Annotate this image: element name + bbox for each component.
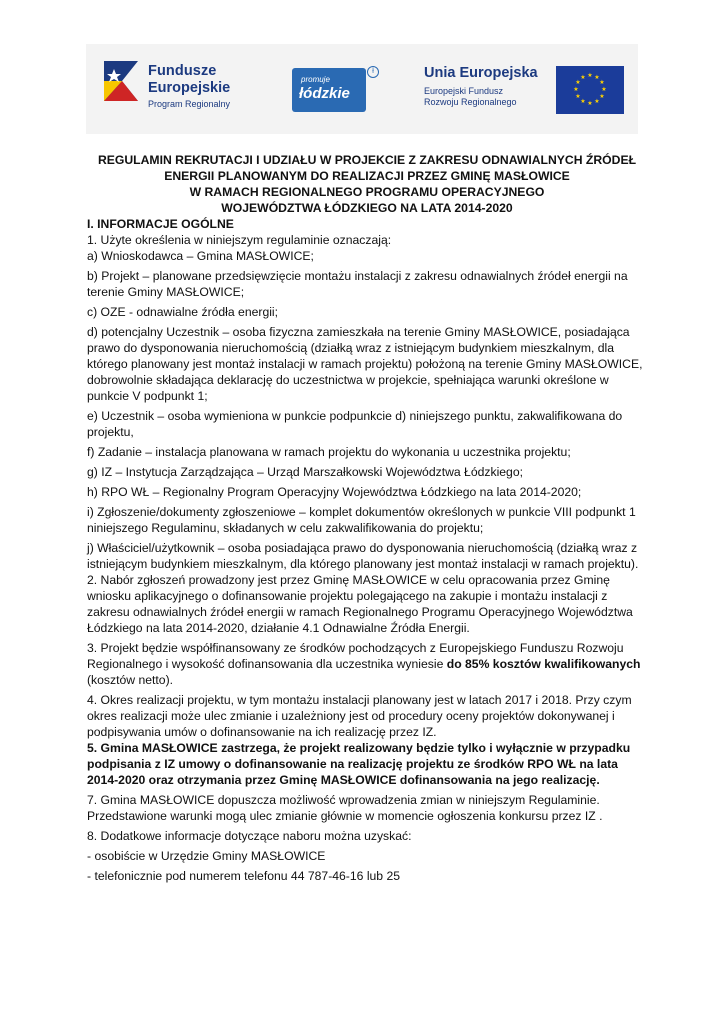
document-body	[87, 152, 647, 884]
eu-flag-icon	[556, 66, 624, 114]
svg-text:★: ★	[599, 93, 605, 100]
unia-europejska-logo	[424, 66, 538, 107]
svg-text:★: ★	[580, 98, 586, 105]
fundusze-europejskie-logo	[148, 64, 230, 109]
ue-subtitle-1: Europejski Fundusz	[424, 85, 504, 96]
logo-band	[86, 44, 638, 134]
paragraph-3-bold: do 85% kosztów kwalifikowanych	[446, 657, 641, 671]
doc-title-line-1: REGULAMIN REKRUTACJI I UDZIAŁU W PROJEKCIE Z ZAKRESU ODNAWIALNYCH ŹRÓDEŁ	[97, 153, 637, 167]
svg-text:★: ★	[575, 79, 581, 86]
paragraph-3-text: 3. Projekt będzie współfinansowany ze środków pochodzących z Europejskiego Funduszu Rozwoju Regionalnego i wysokość dofinansowania dla uczestnika wyniesie	[87, 641, 624, 671]
doc-title-line-2: ENERGII PLANOWANYM DO REALIZACJI PRZEZ GMINĘ MASŁOWICE	[164, 169, 570, 183]
paragraph-2: 2. Nabór zgłoszeń prowadzony jest przez Gminę MASŁOWICE w celu opracowania przez Gminę wniosku aplikacyjnego o dofinansowanie projektu polegającego na zakupie i montażu instalacji z zakresu odnawialnych źródeł energii w ramach Regionalnego Programu Operacyjnego Województwa Łódzkiego na lata 2014-2020, działanie 4.1 Odnawialne Źródła Energii.	[87, 573, 633, 635]
definition-g: g) IZ – Instytucja Zarządzająca – Urząd Marszałkowski Województwa Łódzkiego;	[87, 465, 523, 479]
definition-d: d) potencjalny Uczestnik – osoba fizyczna zamieszkała na terenie Gminy MASŁOWICE, posiadająca prawo do dysponowania nieruchomością (działką wraz z istniejącym budynkiem mieszkalnym, dla którego planowany jest montaż instalacji w ramach projektu) położoną na terenie Gminy MASŁOWICE, dobrowolnie składająca deklarację do uczestnictwa w projekcie, spełniająca warunki określone w punkcie V podpunkt 1;	[87, 325, 643, 403]
lodzkie-promuje: promuje	[301, 75, 330, 84]
svg-text:★: ★	[594, 98, 600, 105]
fe-title-line1: Fundusze	[148, 63, 217, 79]
lodzkie-logo	[292, 68, 366, 112]
paragraph-8-item-2: - telefonicznie pod numerem telefonu 44 787-46-16 lub 25	[87, 869, 401, 883]
paragraph-8: 8. Dodatkowe informacje dotyczące naboru można uzyskać:	[87, 829, 412, 843]
paragraph-3	[87, 640, 647, 688]
doc-title-line-3: W RAMACH REGIONALNEGO PROGRAMU OPERACYJNEGO	[189, 185, 545, 199]
svg-text:★: ★	[601, 86, 607, 93]
section-heading: I. INFORMACJE OGÓLNE	[87, 217, 234, 231]
svg-text:★: ★	[599, 79, 605, 86]
definition-a: a) Wnioskodawca – Gmina MASŁOWICE;	[87, 249, 314, 263]
paragraph-3-end: (kosztów netto).	[87, 673, 174, 687]
paragraph-1: 1. Użyte określenia w niniejszym regulaminie oznaczają:	[87, 233, 392, 247]
svg-text:★: ★	[575, 93, 581, 100]
paragraph-7: 7. Gmina MASŁOWICE dopuszcza możliwość wprowadzenia zmian w niniejszym Regulaminie. Przedstawione warunki mogą ulec zmianie głównie w momencie ogłoszenia konkursu przez IZ .	[87, 793, 603, 823]
ue-subtitle-2: Rozwoju Regionalnego	[424, 96, 517, 107]
svg-text:★: ★	[587, 72, 593, 79]
ue-title: Unia Europejska	[424, 65, 538, 81]
paragraph-8-item-1: - osobiście w Urzędzie Gminy MASŁOWICE	[87, 849, 326, 863]
lodzkie-name: łódzkie	[299, 85, 350, 102]
paragraph-5: 5. Gmina MASŁOWICE zastrzega, że projekt realizowany będzie tylko i wyłącznie w przypadku podpisania z IZ umowy o dofinansowanie na realizację projektu ze środków RPO WŁ na lata 2014-2020 oraz otrzymania przez Gminę MASŁOWICE dofinansowania na jego realizację.	[87, 741, 631, 787]
definition-b: b) Projekt – planowane przedsięwzięcie montażu instalacji z zakresu odnawialnych źródeł energii na terenie Gminy MASŁOWICE;	[87, 269, 628, 299]
lodzkie-mark-icon: ł	[367, 66, 379, 78]
svg-text:★: ★	[580, 74, 586, 81]
paragraph-4: 4. Okres realizacji projektu, w tym montażu instalacji planowany jest w latach 2017 i 2018. Przy czym okres realizacji może ulec zmianie i uzależniony jest od procedury oceny projektów dokonywanej i podpisywania umów o dofinansowanie na ich realizację przez IZ.	[87, 693, 632, 739]
definition-i: i) Zgłoszenie/dokumenty zgłoszeniowe – komplet dokumentów określonych w punkcie VIII podpunkt 1 niniejszego Regulaminu, składanych w celu zakwalifikowania do projektu;	[87, 505, 636, 535]
svg-text:★: ★	[573, 86, 579, 93]
definition-h: h) RPO WŁ – Regionalny Program Operacyjny Województwa Łódzkiego na lata 2014-2020;	[87, 485, 582, 499]
svg-text:★: ★	[587, 100, 593, 107]
definition-c: c) OZE - odnawialne źródła energii;	[87, 305, 279, 319]
fe-title-line2: Europejskie	[148, 79, 231, 96]
definition-e: e) Uczestnik – osoba wymieniona w punkcie podpunkcie d) niniejszego punktu, zakwalifikowana do projektu,	[87, 409, 623, 439]
definition-f: f) Zadanie – instalacja planowana w ramach projektu do wykonania u uczestnika projektu;	[87, 445, 571, 459]
svg-text:★: ★	[594, 74, 600, 81]
fe-subtitle: Program Regionalny	[148, 99, 231, 109]
doc-title-line-4: WOJEWÓDZTWA ŁÓDZKIEGO NA LATA 2014-2020	[221, 201, 513, 215]
fundusze-europejskie-flag-icon	[102, 59, 140, 103]
definition-j: j) Właściciel/użytkownik – osoba posiadająca prawo do dysponowania nieruchomością (działką wraz z istniejącym budynkiem mieszkalnym, dla którego planowany jest montaż instalacji w ramach projektu).	[87, 541, 639, 571]
